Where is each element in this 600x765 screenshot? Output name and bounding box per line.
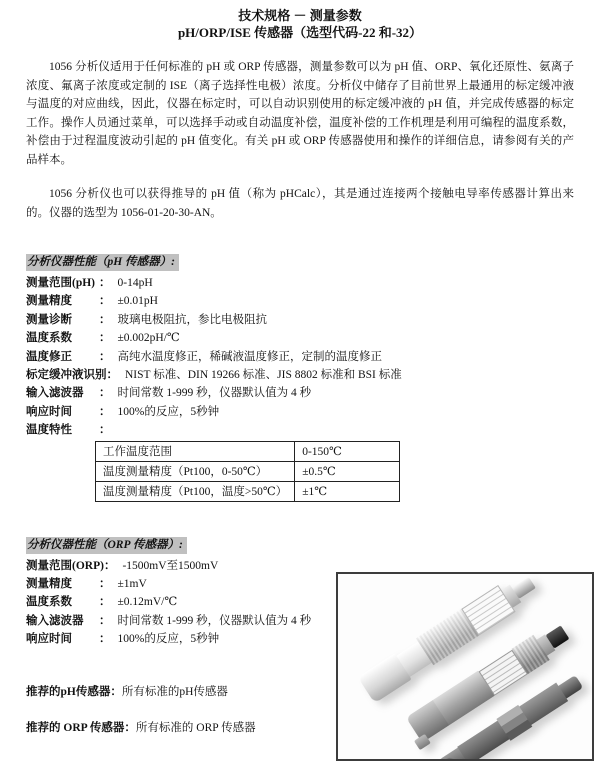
spec-label: 测量范围(ORP) <box>26 559 104 572</box>
spec-colon: ： <box>99 424 111 437</box>
spec-label: 响应时间 <box>26 405 72 418</box>
orp-section-header: 分析仪器性能（ORP 传感器）: <box>26 537 187 554</box>
spec-colon: ： <box>99 332 111 345</box>
spec-value: ±0.01pH <box>117 295 158 308</box>
spec-label: 测量范围(pH) <box>26 277 95 289</box>
spec-row-ph-response-time <box>26 403 574 421</box>
spec-label: 测量精度 <box>26 295 72 308</box>
spec-value: -1500mV至1500mV <box>122 559 219 572</box>
spec-colon: ： <box>99 405 111 418</box>
spec-colon: ： <box>99 277 111 289</box>
phcalc-paragraph: 1056 分析仪也可以获得推导的 pH 值（称为 pHCalc），其是通过连接两个接触电导率传感器计算出来的。仪器的选型为 1056-01-20-30-AN。 <box>26 188 574 219</box>
table-row <box>96 441 400 461</box>
recommendation-value: 所有标准的 ORP 传感器 <box>135 721 256 734</box>
spec-label: 温度修正 <box>26 350 72 363</box>
ph-sensor-probe-white <box>357 572 540 703</box>
spec-colon: ： <box>103 559 116 572</box>
recommendation-value: 所有标准的pH传感器 <box>121 685 228 698</box>
spec-colon: ： <box>99 295 111 308</box>
spec-row-ph-input-filter <box>26 384 574 402</box>
spec-value: 100%的反应，5秒钟 <box>117 405 220 418</box>
spec-row-ph-accuracy <box>26 292 574 310</box>
table-cell-name: 温度测量精度（Pt100，温度>50℃） <box>96 481 295 501</box>
spec-colon: ： <box>99 578 111 591</box>
sensors-photo <box>336 572 594 761</box>
table-row <box>96 481 400 501</box>
spec-colon: ： <box>99 387 111 400</box>
spec-value: 玻璃电极阻抗，参比电极阻抗 <box>117 313 267 326</box>
page-subtitle: pH/ORP/ISE 传感器（选型代码-22 和-32） <box>177 25 423 40</box>
intro-paragraph: 1056 分析仪适用于任何标准的 pH 或 ORP 传感器，测量参数可以为 pH 值、ORP、氧化还原性、氨离子浓度、氟离子浓度或定制的 ISE（离子选择性电极）浓度。分析仪中储存了目前世界上最通用的标定缓冲液与温度的对应曲线，因此，仪器在标定时，可以自动识别使用的标定缓冲液的 pH 值，并完成传感器的标定工作。操作人员通过菜单，可以选择手动或自动温度补偿，温度补偿的工作机理是利用可编程的温度系数，补偿由于过程温度波动引起的 pH 值变化。有关 pH 或 ORP 传感器使用和操作的详细信息，请参阅有关的产品样本。 <box>26 61 574 166</box>
spec-value: 时间常数 1-999 秒，仪器默认值为 4 秒 <box>117 387 312 400</box>
spec-label: 标定缓冲液识别 <box>26 369 107 382</box>
spec-colon: ： <box>99 350 111 363</box>
spec-label: 测量诊断 <box>26 313 72 326</box>
spec-label: 温度特性 <box>26 424 72 437</box>
spec-row-ph-temp-coeff <box>26 329 574 347</box>
table-cell-value: ±0.5℃ <box>295 461 400 481</box>
spec-colon: ： <box>106 369 118 382</box>
spec-label: 响应时间 <box>26 633 72 646</box>
ph-section-header: 分析仪器性能（pH 传感器）: <box>26 254 179 271</box>
temperature-table <box>95 441 400 502</box>
table-cell-name: 工作温度范围 <box>96 441 295 461</box>
spec-value: 高纯水温度修正，稀碱液温度修正，定制的温度修正 <box>117 350 382 363</box>
spec-value: 0-14pH <box>117 277 153 289</box>
spec-value: ±0.12mV/℃ <box>117 596 178 609</box>
spec-label: 输入滤波器 <box>26 614 84 627</box>
spec-value: ±1mV <box>117 578 147 591</box>
spec-value: ±0.002pH/℃ <box>117 332 180 345</box>
page-title: 技术规格 － 测量参数 <box>238 8 362 23</box>
recommendation-label: 推荐的pH传感器： <box>26 685 122 698</box>
spec-label: 输入滤波器 <box>26 387 84 400</box>
spec-colon: ： <box>99 596 111 609</box>
spec-row-ph-diagnostics <box>26 311 574 329</box>
table-cell-value: ±1℃ <box>295 481 400 501</box>
spec-row-buffer-recognition <box>26 366 574 384</box>
spec-row-temp-characteristics <box>26 421 574 439</box>
spec-row-ph-temp-correction <box>26 348 574 366</box>
spec-row-ph-range <box>26 274 574 292</box>
recommendation-label: 推荐的 ORP 传感器： <box>26 721 136 734</box>
spec-colon: ： <box>99 614 111 627</box>
table-cell-value: 0-150℃ <box>295 441 400 461</box>
spec-value: 100%的反应，5秒钟 <box>117 633 220 646</box>
spec-label: 温度系数 <box>26 596 72 609</box>
spec-colon: ： <box>99 633 111 646</box>
spec-colon: ： <box>99 313 111 326</box>
spec-value: 时间常数 1-999 秒，仪器默认值为 4 秒 <box>117 614 312 627</box>
spec-value: NIST 标准、DIN 19266 标准、JIS 8802 标准和 BSI 标准 <box>125 369 402 382</box>
spec-label: 温度系数 <box>26 332 72 345</box>
table-row <box>96 461 400 481</box>
spec-label: 测量精度 <box>26 578 72 591</box>
ph-section <box>26 252 574 502</box>
ph-spec-list <box>26 274 574 440</box>
document-header <box>0 0 600 41</box>
table-cell-name: 温度测量精度（Pt100，0-50℃） <box>96 461 295 481</box>
